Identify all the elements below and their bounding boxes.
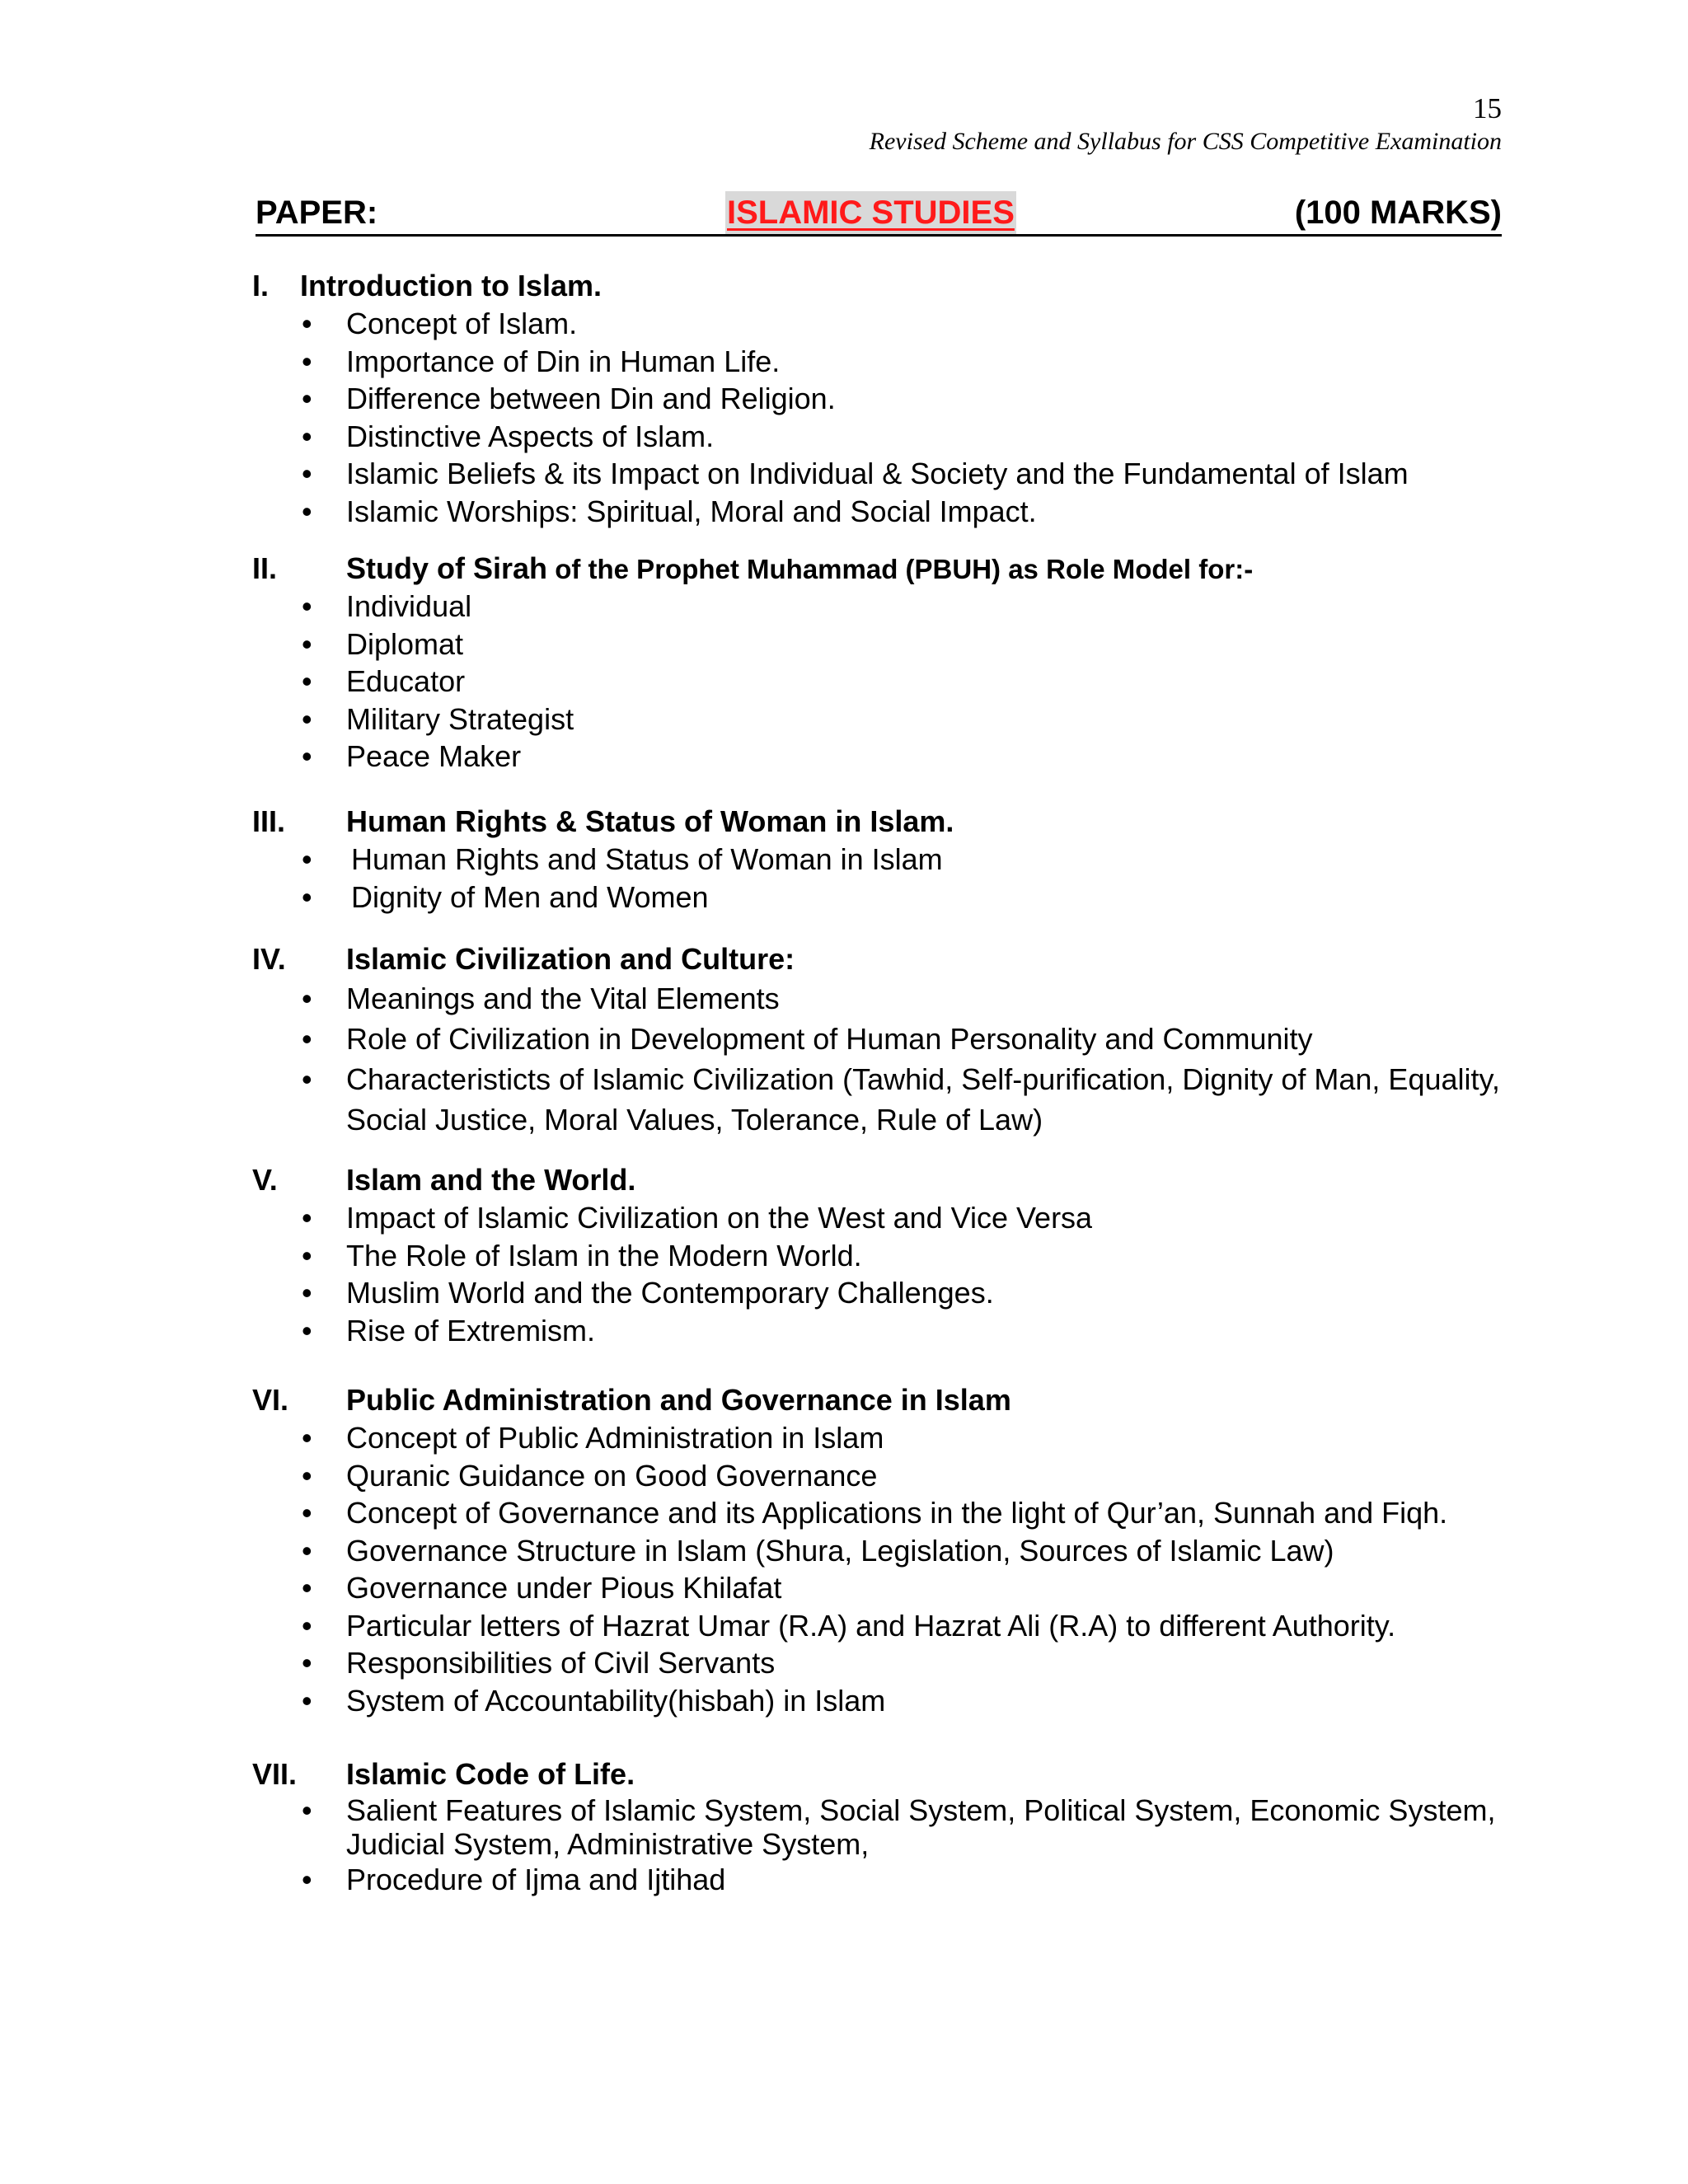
section-6 — [252, 1381, 1447, 1719]
list-item: • Difference between Din and Religion. — [252, 380, 1409, 418]
list-item: • Particular letters of Hazrat Umar (R.A) and Hazrat Ali (R.A) to different Authority. — [252, 1607, 1447, 1645]
list-item: • Distinctive Aspects of Islam. — [252, 418, 1409, 456]
paper-heading — [256, 191, 1502, 237]
list-item: • Responsibilities of Civil Servants — [252, 1644, 1447, 1682]
list-item: • Characteristicts of Islamic Civilization (Tawhid, Self-purification, Dignity of Man, Equality, Social Justice, Moral Values, Tolerance, Rule of Law) — [252, 1059, 1517, 1140]
page-number: 15 — [1473, 92, 1502, 124]
list-item: • System of Accountability(hisbah) in Islam — [252, 1682, 1447, 1720]
section-numeral: II. — [252, 551, 278, 585]
section-items — [252, 841, 943, 916]
section-1 — [252, 267, 1409, 530]
section-heading — [252, 1381, 1447, 1419]
running-header: Revised Scheme and Syllabus for CSS Competitive Examination — [869, 128, 1502, 155]
section-title: Islam and the World. — [346, 1163, 636, 1197]
section-title: Introduction to Islam. — [300, 269, 602, 302]
paper-title: ISLAMIC STUDIES — [725, 191, 1016, 234]
section-numeral: VII. — [252, 1757, 298, 1791]
section-title: Islamic Civilization and Culture: — [346, 942, 795, 976]
list-item: • Military Strategist — [252, 701, 574, 738]
section-3 — [252, 803, 954, 916]
paper-label: PAPER: — [256, 194, 378, 231]
list-item: • The Role of Islam in the Modern World. — [252, 1237, 1092, 1275]
section-heading — [252, 550, 1254, 588]
list-item: • Role of Civilization in Development of Human Personality and Community — [252, 1019, 1517, 1059]
list-item: • Muslim World and the Contemporary Challenges. — [252, 1274, 1092, 1312]
section-heading — [252, 267, 1409, 305]
list-item: • Governance Structure in Islam (Shura, Legislation, Sources of Islamic Law) — [252, 1532, 1447, 1570]
list-item: • Governance under Pious Khilafat — [252, 1569, 1447, 1607]
section-items — [252, 305, 1409, 530]
section-heading — [252, 940, 1517, 978]
section-items — [252, 1793, 1517, 1899]
list-item: • Procedure of Ijma and Ijtihad — [252, 1861, 1517, 1899]
section-heading — [252, 1161, 1092, 1199]
list-item: • Quranic Guidance on Good Governance — [252, 1457, 1447, 1495]
section-heading — [252, 803, 954, 841]
section-items — [252, 588, 574, 776]
list-item: • Dignity of Men and Women — [252, 879, 943, 916]
list-item: • Concept of Public Administration in Islam — [252, 1419, 1447, 1457]
section-4 — [252, 940, 1517, 1140]
section-heading — [252, 1755, 1517, 1793]
list-item: • Importance of Din in Human Life. — [252, 343, 1409, 381]
section-title — [346, 550, 1253, 588]
section-5 — [252, 1161, 1092, 1349]
section-items — [252, 1199, 1092, 1349]
section-items — [252, 978, 1517, 1140]
section-numeral: VI. — [252, 1383, 289, 1417]
list-item: • Islamic Beliefs & its Impact on Individual & Society and the Fundamental of Islam — [252, 455, 1409, 493]
list-item: • Islamic Worships: Spiritual, Moral and Social Impact. — [252, 493, 1409, 531]
section-items — [252, 1419, 1447, 1719]
list-item: • Diplomat — [252, 626, 574, 663]
list-item: • Educator — [252, 663, 574, 701]
section-title: Human Rights & Status of Woman in Islam. — [346, 804, 954, 838]
list-item: • Concept of Islam. — [252, 305, 1409, 343]
list-item: • Meanings and the Vital Elements — [252, 978, 1517, 1019]
section-numeral: V. — [252, 1163, 278, 1197]
section-title-rest: of the Prophet Muhammad (PBUH) as Role Model for:- — [547, 554, 1254, 584]
section-title: Public Administration and Governance in Islam — [346, 1383, 1011, 1417]
list-item: • Impact of Islamic Civilization on the West and Vice Versa — [252, 1199, 1092, 1237]
list-item: • Individual — [252, 588, 574, 626]
list-item: • Salient Features of Islamic System, Social System, Political System, Economic System, Judicial System, Administrative System, — [252, 1793, 1517, 1861]
list-item: • Human Rights and Status of Woman in Islam — [252, 841, 943, 879]
list-item: • Rise of Extremism. — [252, 1312, 1092, 1350]
list-item: • Concept of Governance and its Applications in the light of Qur’an, Sunnah and Fiqh. — [252, 1494, 1447, 1532]
section-numeral: IV. — [252, 942, 286, 976]
list-item: • Peace Maker — [252, 738, 574, 776]
section-title: Islamic Code of Life. — [346, 1757, 635, 1791]
section-numeral: III. — [252, 804, 286, 838]
section-2 — [252, 550, 1254, 776]
section-title-main: Study of Sirah — [346, 551, 548, 585]
paper-marks: (100 MARKS) — [1294, 194, 1502, 231]
section-numeral: I. — [252, 269, 270, 302]
section-7 — [252, 1755, 1517, 1899]
